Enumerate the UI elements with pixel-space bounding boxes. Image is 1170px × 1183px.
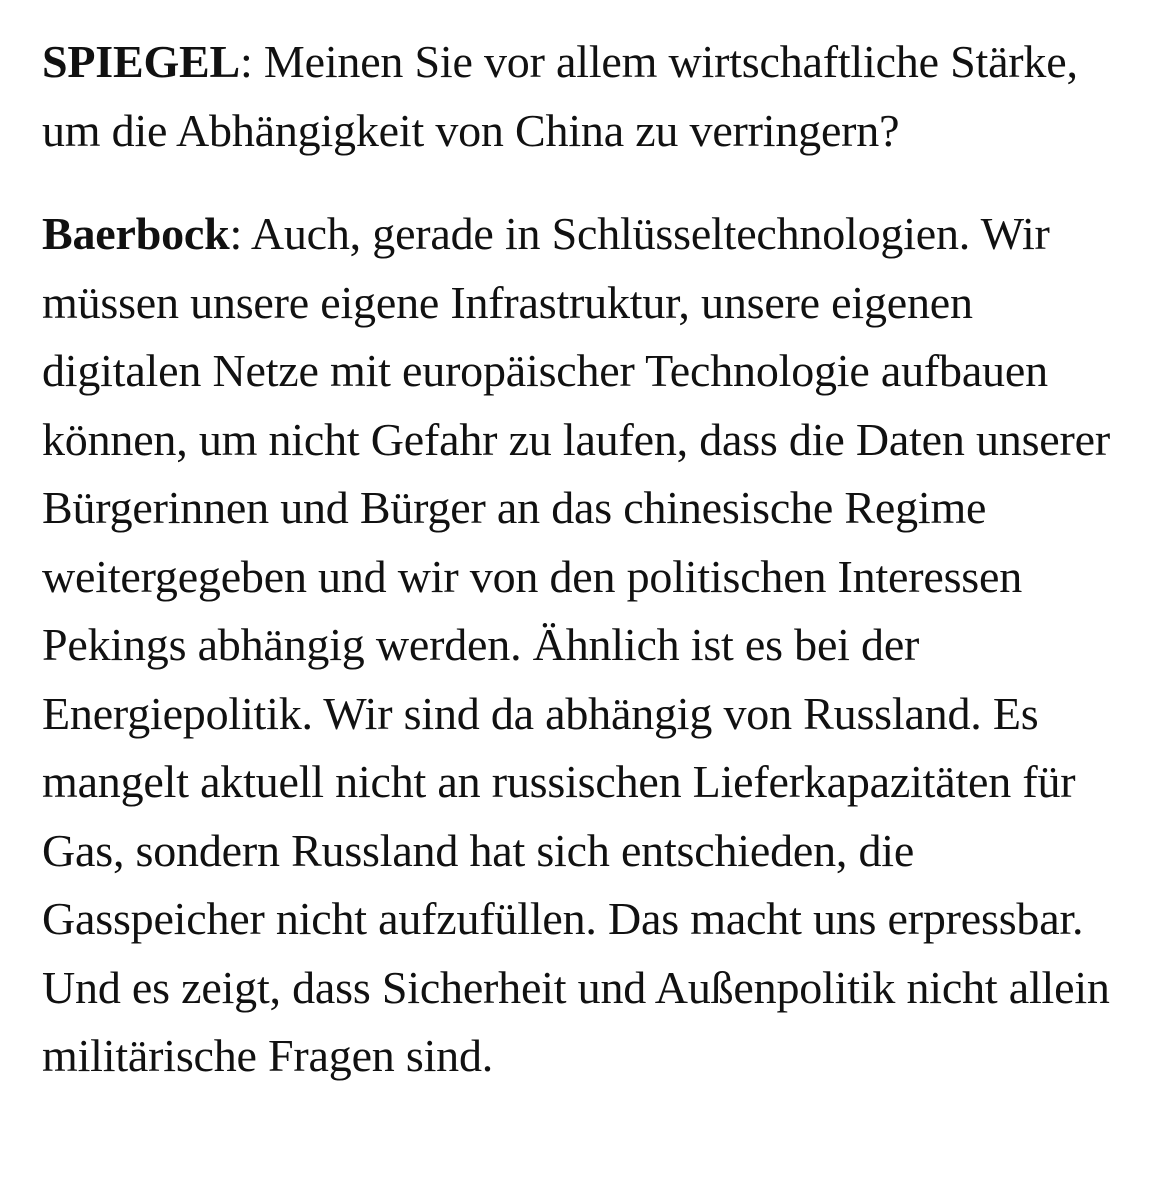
speaker-label-baerbock: Baerbock bbox=[42, 208, 230, 259]
speaker-separator: : bbox=[229, 208, 251, 259]
interview-question bbox=[42, 28, 1140, 165]
speaker-label-spiegel: SPIEGEL bbox=[42, 36, 241, 87]
speaker-separator: : bbox=[240, 36, 264, 87]
interview-answer bbox=[42, 200, 1140, 1091]
question-text: Meinen Sie vor allem wirtschaftliche Stärke, um die Abhängigkeit von China zu verringern? bbox=[42, 36, 1078, 156]
answer-text: Auch, gerade in Schlüsseltechnologien. Wir müssen unsere eigene Infrastruktur, unsere eigenen digitalen Netze mit europäischer Technologie aufbauen können, um nicht Gefahr zu laufen, dass die Daten unserer Bürgerinnen und Bürger an das chinesische Regime weitergegeben und wir von den politischen Interessen Pekings abhängig werden. Ähnlich ist es bei der Energiepolitik. Wir sind da abhängig von Russland. Es mangelt aktuell nicht an russischen Lieferkapazitäten für Gas, sondern Russland hat sich entschieden, die Gasspeicher nicht aufzufüllen. Das macht uns erpressbar. Und es zeigt, dass Sicherheit und Außenpolitik nicht allein militärische Fragen sind. bbox=[42, 208, 1110, 1081]
